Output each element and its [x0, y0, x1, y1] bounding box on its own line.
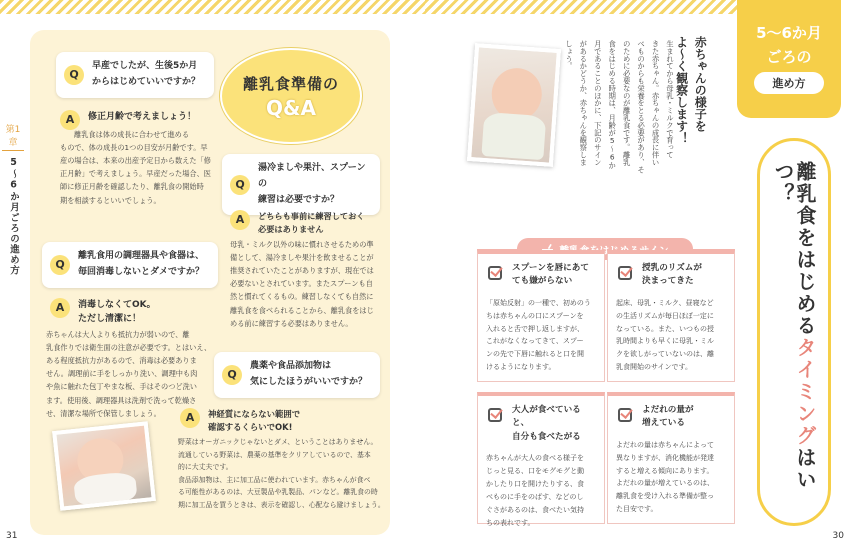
question-3-line-2: 毎回消毒しないとダメですか？: [78, 266, 205, 277]
question-1: [56, 52, 214, 98]
timing-title: [772, 161, 816, 523]
intro-line: があるかどうか、赤ちゃんを観察しま: [578, 40, 588, 166]
question-4-line-1: 農薬や食品添加物は: [250, 361, 332, 371]
sign-title-line: 大人が食べていると、: [512, 405, 581, 429]
a-mark: A: [60, 110, 80, 130]
answer-2-line: める前に練習する必要はありません。: [230, 318, 353, 328]
intro-line: きた赤ちゃん。赤ちゃんの成長に伴い: [651, 40, 661, 166]
sign-card-2: [607, 250, 735, 382]
sign-body-line: よだれの量は赤ちゃんによって: [616, 440, 714, 449]
intro-line: 月であることのほかに、下記のサイン: [593, 40, 603, 166]
answer-1-line: 師に修正月齢を確認したり、離乳食の開始時: [60, 182, 204, 192]
answer-3-line: 赤ちゃんは大人よりも抵抗力が弱いので、離: [46, 330, 190, 339]
timing-title-box: [757, 138, 831, 526]
sign-card-body: [616, 439, 726, 517]
baby-bib: [481, 112, 546, 160]
q-mark: Q: [230, 175, 250, 195]
answer-3-heading-line-2: ただし清潔に！: [78, 314, 142, 325]
answer-4-line: 的に大丈夫です。: [178, 463, 233, 472]
sign-body-line: 「原始反射」の一種で、初めのう: [486, 298, 591, 307]
intro-line: 食をはじめる時期は、月齢が5〜6か: [607, 40, 617, 169]
badge-sub: Q&A: [266, 95, 316, 120]
sign-title-line: 決まってきた: [642, 276, 694, 287]
question-2: [222, 154, 380, 215]
answer-1-line: 離乳食は体の成長に合わせて進める: [74, 130, 190, 139]
answer-2-line: 離乳食を食べられることから、離乳食をはじ: [230, 305, 374, 315]
answer-4-line: 野菜はオーガニックじゃないとダメ、ということはありません。: [178, 438, 378, 446]
sign-title-line: 授乳のリズムが: [642, 263, 702, 273]
sign-body-line: ンの先で下唇に触れると口を開: [486, 350, 584, 359]
sign-body-line: 入れると舌で押し返しますが、: [486, 324, 584, 333]
sign-body-line: 乳食開始のサインです。: [616, 363, 692, 372]
section-tab-pill: 進め方: [754, 72, 824, 94]
sign-body-line: た目安です。: [616, 505, 658, 514]
sign-card-title: [642, 262, 726, 289]
question-3: [42, 242, 218, 288]
question-2-line-1: 湯冷ましや果汁、スプーンの: [258, 163, 366, 189]
chapter-title: 5〜6か月ごろの進め方: [8, 157, 19, 276]
sign-card-body: [486, 452, 596, 530]
sign-body-line: じっと見る、口をモグモグと動: [486, 466, 585, 475]
intro-heading-line: よ〜く観察します！: [674, 36, 689, 144]
sign-title-line: ても嫌がらない: [512, 276, 573, 287]
intro-body: [561, 40, 677, 208]
sign-card-body: [486, 297, 596, 375]
sign-body-line: ちは赤ちゃんの口にスプーンを: [486, 311, 584, 320]
answer-1-body: [60, 128, 230, 207]
sign-card-1: [477, 250, 605, 382]
answer-2-line: 必要ないとされています。またスプーンも自: [230, 279, 373, 289]
a-mark: A: [230, 210, 250, 230]
sign-card-title: [512, 404, 596, 444]
chapter-label: 第1章: [2, 122, 24, 151]
check-icon: [488, 266, 502, 280]
sign-body-line: なっている。また、いつもの授: [616, 324, 714, 333]
timing-title-pre: 離乳食をはじめる: [793, 161, 817, 337]
sign-body-line: 離乳食を受け入れる準備が整っ: [616, 492, 714, 501]
q-mark: Q: [222, 365, 242, 385]
sign-card-title: [642, 404, 726, 431]
qa-badge: [222, 50, 360, 142]
a-mark: A: [50, 298, 70, 318]
question-2-line-2: 練習は必要ですか？: [258, 194, 340, 205]
section-tab-line-2: ごろの: [766, 48, 812, 66]
answer-2-heading-line-1: どちらも事前に練習しておく: [258, 211, 365, 221]
answer-3-line: ある程度抵抗力があるので、消毒は必要ありま: [46, 356, 197, 366]
timing-title-highlight: タイミング: [793, 337, 817, 447]
answer-3-line: 乳食作りでは衛生面の注意が必要です。とはいえ、: [46, 343, 212, 353]
answer-2-line: 母乳・ミルク以外の味に慣れさせるための準: [230, 240, 374, 249]
q-mark: Q: [50, 255, 70, 275]
sign-body-line: 乳時間よりも早くに母乳・ミル: [616, 337, 714, 346]
answer-4-line: 食品添加物は、主に加工品に使われています。赤ちゃんが食べ: [178, 475, 371, 484]
answer-2-line: 備として、湯冷ましや果汁を飲ませることが: [230, 253, 374, 263]
section-tab: [737, 0, 841, 118]
sign-body-line: 異なりますが、消化機能が発達: [616, 453, 714, 462]
intro-line: しょう。: [564, 40, 574, 70]
intro-heading: [672, 36, 709, 206]
sign-body-line: クを欲しがっていないのは、離: [616, 350, 714, 359]
sign-body-line: 赤ちゃんが大人の食べる様子を: [486, 453, 584, 462]
answer-2-body: [230, 238, 380, 330]
q-mark: Q: [64, 65, 84, 85]
sign-body-line: これがなくなってきて、スプー: [486, 337, 584, 346]
sign-card-title: [512, 262, 596, 289]
answer-1-heading: [65, 110, 197, 127]
check-icon: [488, 408, 502, 422]
sign-body-line: の生活リズムが毎日ほぼ一定に: [616, 311, 714, 320]
right-page: [425, 0, 850, 549]
sign-title-line: よだれの量が: [642, 405, 694, 415]
timing-title-post: はいつ？: [771, 161, 817, 491]
answer-4-line: る可能性があるのは、大豆製品や乳製品、パンなど。離乳食の時: [178, 488, 378, 497]
a-mark: A: [180, 408, 200, 428]
intro-line: べものからも栄養をとる必要があり、そ: [636, 40, 646, 174]
answer-1-line: もので、体の成長の1つの目安が月齢です。早: [60, 143, 208, 153]
question-1-line-1: 早産でしたが、生後5か月: [92, 61, 198, 71]
baby-photo-right: [467, 43, 561, 167]
question-1-line-2: からはじめていいですか？: [92, 76, 201, 87]
answer-1-line: 期を相談するといいでしょう。: [60, 195, 161, 205]
intro-heading-line: 赤ちゃんの様子を: [693, 36, 708, 132]
sign-card-4: [607, 392, 735, 524]
sign-body-line: ぐさがあるのは、食べたい気持: [486, 505, 584, 514]
answer-2-heading: [235, 210, 365, 236]
answer-3-body: [46, 328, 228, 420]
sign-body-line: けるようになります。: [486, 363, 556, 372]
answer-2-heading-line-2: 必要はありません: [258, 224, 324, 235]
question-4-line-2: 気にしたほうがいいですか？: [250, 376, 368, 387]
sign-title-line: スプーンを唇にあて: [512, 263, 589, 273]
section-tab-line-1: 5〜6か月: [756, 24, 822, 42]
sign-card-body: [616, 297, 726, 375]
top-stripe: [425, 0, 737, 14]
answer-1-line: 産の場合は、本来の出産予定日から数えた「修: [60, 156, 211, 166]
sign-title-line: 増えている: [642, 418, 685, 429]
answer-1-line: 正月齢」で考えましょう。早産だった場合、医: [60, 169, 211, 179]
check-icon: [618, 408, 632, 422]
answer-4-body: [178, 436, 390, 511]
answer-3-heading-line-1: 消毒しなくてOK。: [78, 300, 156, 310]
answer-4-line: 流通している野菜は、農薬の基準をクリアしているので、基本: [178, 450, 371, 459]
intro-line: 生まれてから母乳・ミルクで育って: [665, 40, 675, 159]
sign-body-line: すると増える傾向にあります。: [616, 466, 714, 475]
answer-4-heading: [185, 408, 301, 435]
question-3-line-1: 離乳食用の調理器具や食器は、: [78, 251, 205, 261]
answer-3-heading: [55, 298, 156, 327]
baby-bib: [73, 471, 138, 505]
sign-body-line: 起床、母乳・ミルク、昼寝など: [616, 298, 714, 307]
badge-title: 離乳食準備の: [242, 74, 339, 93]
sign-body-line: べものに手をのばす、などのし: [486, 492, 584, 501]
answer-3-line: や魚に触れた包丁やまな板、手はそのつど洗い: [46, 382, 197, 392]
intro-line: のために必要なのが離乳食です。離乳: [622, 40, 632, 166]
question-4: [214, 352, 380, 398]
answer-3-line: せ、清潔な場所で保管しましょう。: [46, 408, 161, 418]
chapter-side-tab: [2, 122, 24, 276]
check-icon: [618, 266, 632, 280]
answer-2-line: 推奨されていたことがありますが、現在では: [230, 266, 374, 276]
sign-card-3: [477, 392, 605, 527]
sign-body-line: かしたり口を開けたりする、食: [486, 479, 584, 488]
sign-title-line: 自分も食べたがる: [512, 431, 581, 442]
answer-3-line: ます。使用後、調理器具は洗剤で洗って乾燥さ: [46, 395, 197, 405]
sign-body-line: よだれの量が増えているのは、: [616, 479, 714, 488]
sign-body-line: ちの表れです。: [486, 518, 535, 527]
top-stripe: [0, 0, 425, 14]
answer-4-heading-line-2: 確認するくらいでOK!: [208, 422, 293, 433]
answer-3-line: せん。調理前に手をしっかり洗い、調理中も肉: [46, 369, 198, 379]
answer-2-line: 然と慣れてくるもの。練習しなくても自然に: [230, 292, 374, 302]
page-number-right: 30: [832, 531, 844, 541]
answer-4-heading-line-1: 神経質にならない範囲で: [208, 409, 301, 419]
answer-1-heading-line-1: 修正月齢で考えましょう！: [88, 112, 197, 122]
answer-4-line: 期に加工品を買うときは、表示を確認し、心配なら避けましょう。: [178, 500, 385, 509]
page-number-left: 31: [6, 531, 18, 541]
baby-photo-left: [52, 421, 156, 511]
